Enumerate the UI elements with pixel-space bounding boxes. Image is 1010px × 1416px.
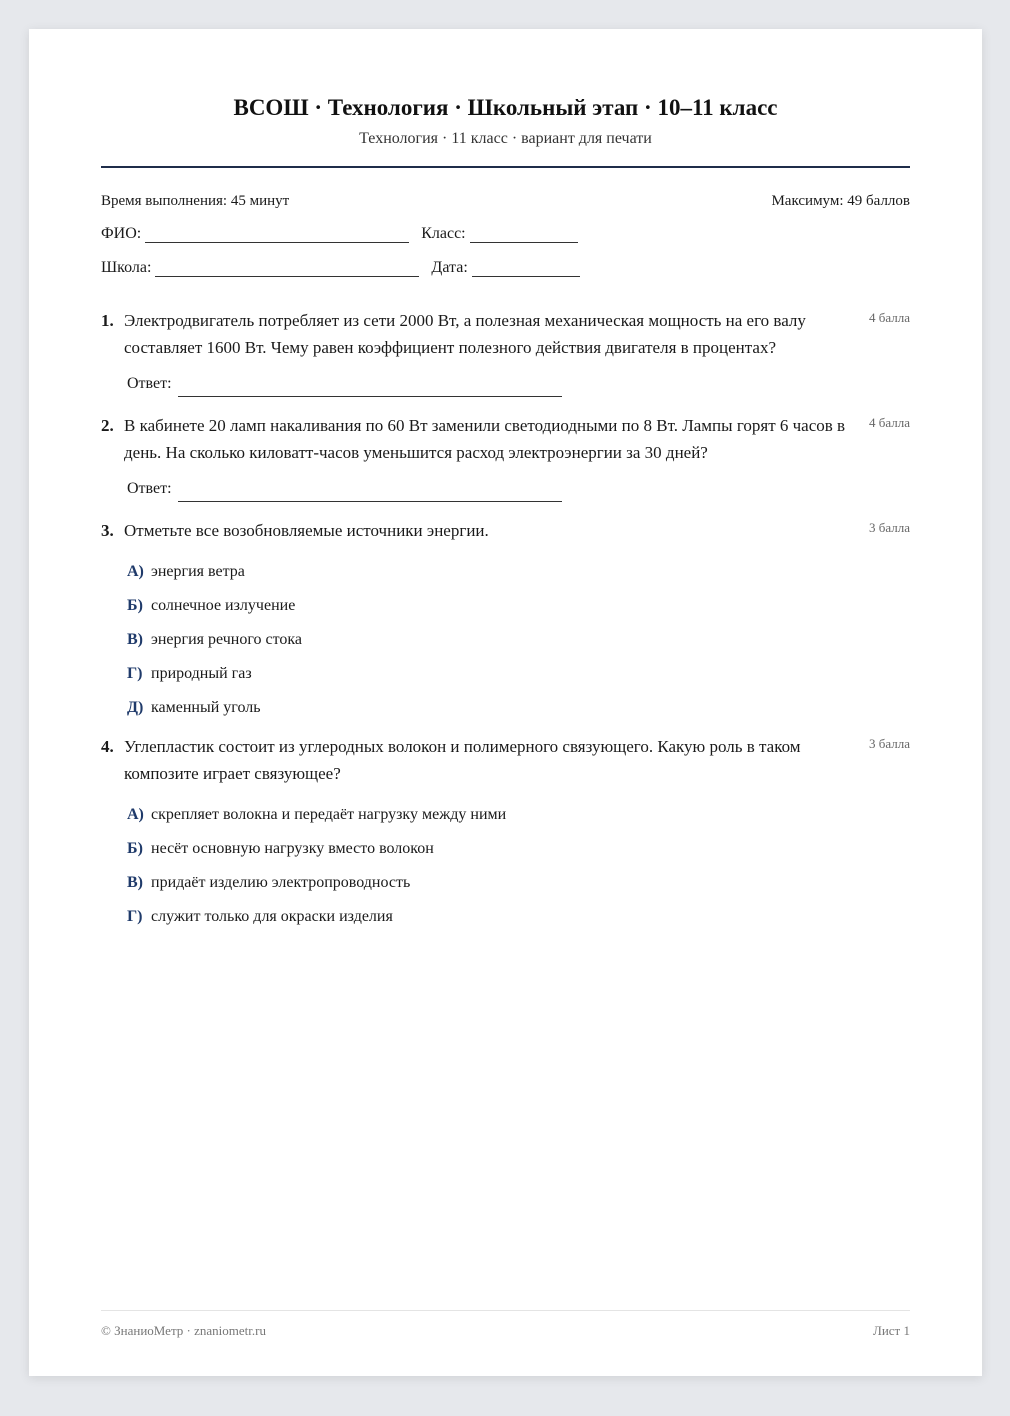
- option-b[interactable]: [127, 588, 910, 622]
- option-text: скрепляет волокна и передаёт нагрузку между ними: [151, 805, 507, 823]
- question-text: В кабинете 20 ламп накаливания по 60 Вт заменили светодиодными по 8 Вт. Лампы горят 6 часов в день. На сколько киловатт-часов уменьшится расход электроэнергии за 30 дней?: [124, 416, 846, 462]
- option-text: служит только для окраски изделия: [151, 907, 393, 925]
- page-title: ВСОШ · Технология · Школьный этап · 10–11 класс: [233, 95, 778, 120]
- option-letter: Г): [127, 664, 143, 682]
- question-number: 4.: [101, 737, 114, 756]
- school-label: Школа:: [101, 259, 152, 276]
- answer-row: [127, 475, 910, 502]
- school-field[interactable]: [155, 262, 419, 277]
- option-letter: Б): [127, 839, 143, 857]
- class-label: Класс:: [421, 225, 466, 242]
- question-text: Электродвигатель потребляет из сети 2000 Вт, а полезная механическая мощность на его валу составляет 1600 Вт. Чему равен коэффициент полезного действия двигателя в процентах?: [124, 311, 806, 357]
- question-number: 3.: [101, 521, 114, 540]
- option-a[interactable]: [127, 554, 910, 588]
- answer-field[interactable]: [178, 382, 562, 397]
- option-text: солнечное излучение: [151, 596, 296, 614]
- footer-divider: [101, 1310, 910, 1311]
- exam-sheet: [29, 29, 982, 1376]
- school-date-row: [101, 259, 580, 277]
- option-text: энергия ветра: [151, 562, 245, 580]
- option-letter: А): [127, 562, 144, 580]
- option-v[interactable]: [127, 865, 910, 899]
- fio-class-row: [101, 225, 578, 243]
- question-text: Углепластик состоит из углеродных волокон и полимерного связующего. Какую роль в таком композите играет связующее?: [124, 737, 801, 783]
- option-letter: Г): [127, 907, 143, 925]
- option-letter: Д): [127, 698, 144, 716]
- question-4: [101, 733, 910, 933]
- option-letter: Б): [127, 596, 143, 614]
- option-b[interactable]: [127, 831, 910, 865]
- answer-label: Ответ:: [127, 375, 172, 392]
- footer-copyright: © ЗнаниоМетр · znaniometr.ru: [101, 1323, 266, 1338]
- option-text: энергия речного стока: [151, 630, 303, 648]
- options-list: [127, 797, 910, 933]
- question-points: 3 балла: [869, 736, 910, 751]
- question-1: [101, 307, 910, 397]
- answer-field[interactable]: [178, 487, 562, 502]
- option-letter: В): [127, 873, 143, 891]
- fio-label: ФИО:: [101, 225, 142, 242]
- question-3: [101, 517, 910, 724]
- footer-sheet-number: Лист 1: [873, 1323, 910, 1338]
- option-g[interactable]: [127, 656, 910, 690]
- option-text: придаёт изделию электропроводность: [151, 873, 411, 891]
- max-score: Максимум: 49 баллов: [771, 193, 910, 209]
- option-a[interactable]: [127, 797, 910, 831]
- class-field[interactable]: [470, 228, 578, 243]
- date-label: Дата:: [431, 259, 468, 276]
- page-subtitle: Технология · 11 класс · вариант для печати: [359, 130, 652, 147]
- question-2: [101, 412, 910, 502]
- option-letter: В): [127, 630, 143, 648]
- fio-field[interactable]: [145, 228, 409, 243]
- question-text: Отметьте все возобновляемые источники энергии.: [124, 521, 489, 540]
- option-g[interactable]: [127, 899, 910, 933]
- answer-row: [127, 370, 910, 397]
- header-divider: [101, 166, 910, 168]
- time-limit: Время выполнения: 45 минут: [101, 193, 290, 209]
- question-points: 3 балла: [869, 520, 910, 535]
- question-number: 2.: [101, 416, 114, 435]
- question-points: 4 балла: [869, 310, 910, 325]
- answer-label: Ответ:: [127, 480, 172, 497]
- option-d[interactable]: [127, 690, 910, 724]
- option-v[interactable]: [127, 622, 910, 656]
- date-field[interactable]: [472, 262, 580, 277]
- question-points: 4 балла: [869, 415, 910, 430]
- option-letter: А): [127, 805, 144, 823]
- question-number: 1.: [101, 311, 114, 330]
- option-text: несёт основную нагрузку вместо волокон: [151, 839, 434, 857]
- options-list: [127, 554, 910, 724]
- option-text: каменный уголь: [151, 698, 261, 716]
- option-text: природный газ: [151, 664, 252, 682]
